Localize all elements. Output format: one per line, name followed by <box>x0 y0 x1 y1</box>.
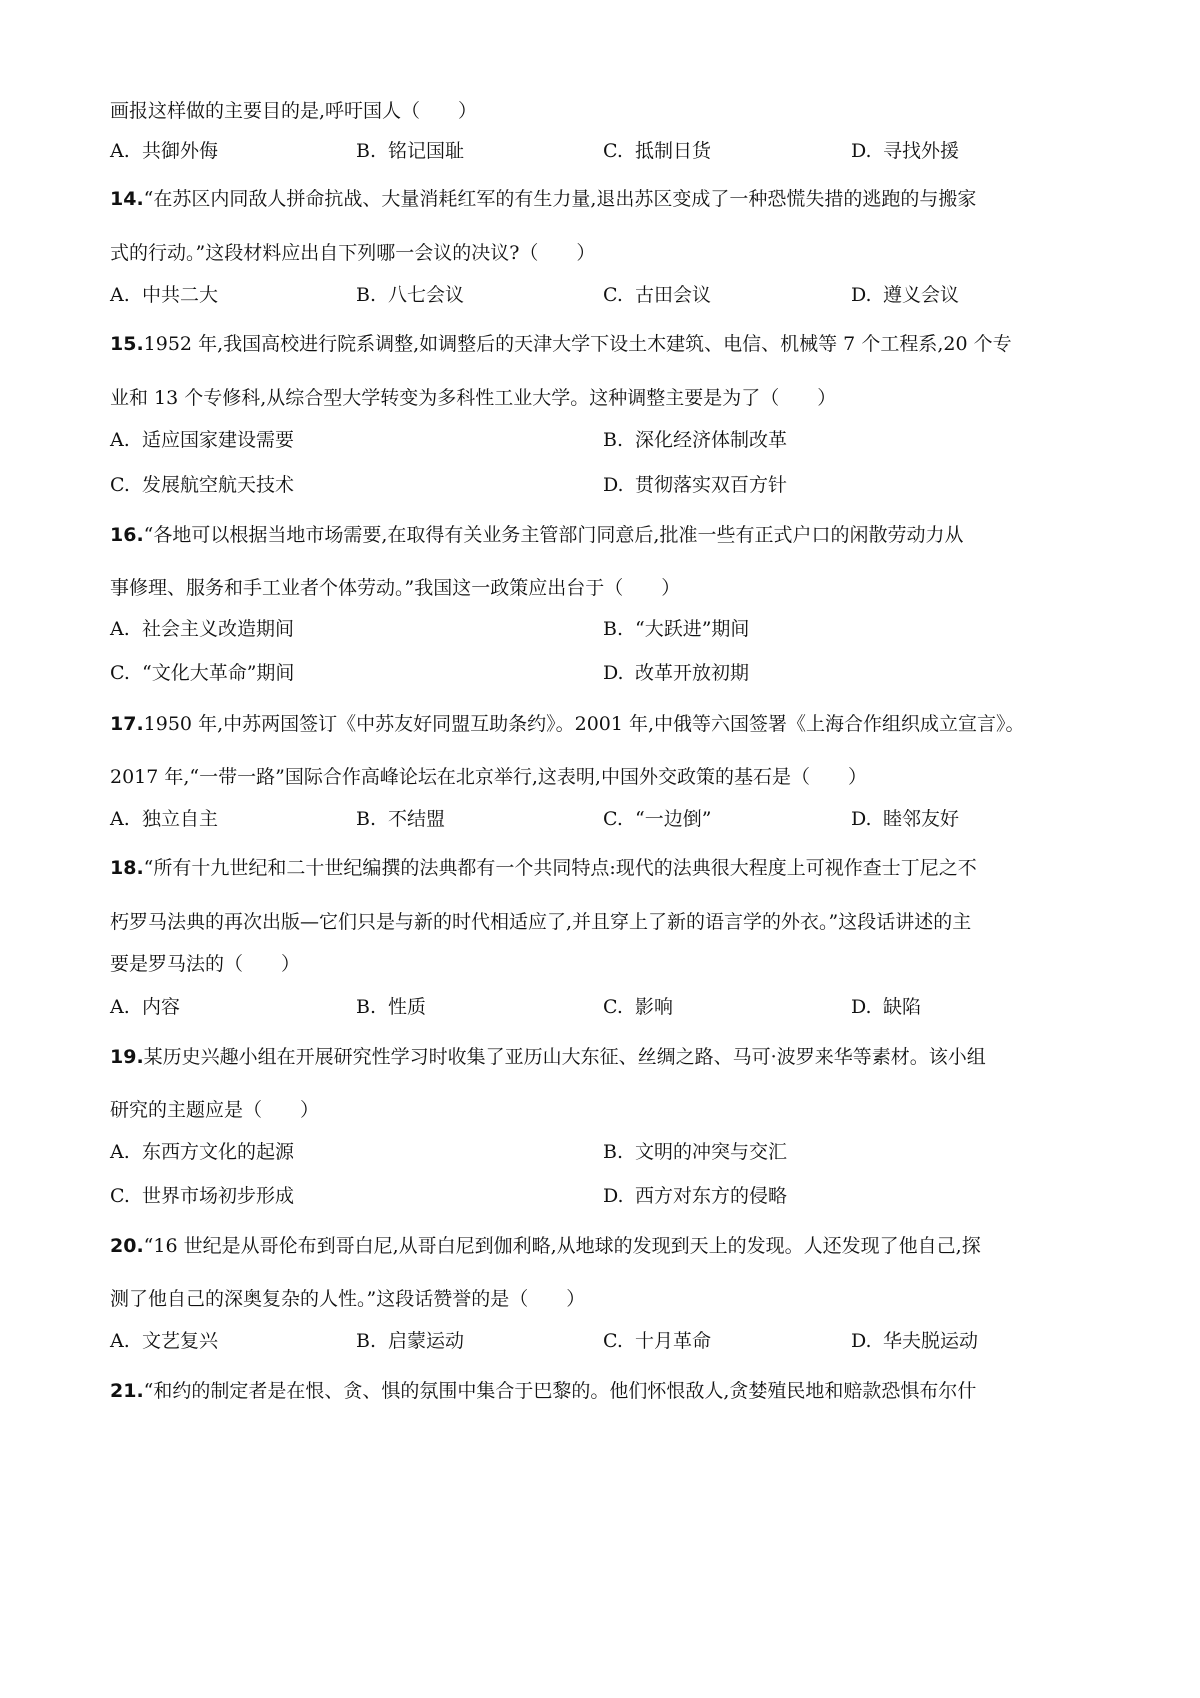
q16-option-b: B. “大跃进”期间 <box>603 618 750 640</box>
q19-option-b: B. 文明的冲突与交汇 <box>603 1141 788 1163</box>
q19-stem-line-1: 19.某历史兴趣小组在开展研究性学习时收集了亚历山大东征、丝绸之路、马可·波罗来华等素材。该小组 <box>110 1046 986 1068</box>
q18-option-a: A. 内容 <box>110 996 181 1018</box>
q15-option-c: C. 发展航空航天技术 <box>110 474 295 496</box>
q21-number: 21. <box>110 1380 144 1402</box>
q19-number: 19. <box>110 1046 144 1068</box>
q15-option-b: B. 深化经济体制改革 <box>603 429 788 451</box>
q17-number: 17. <box>110 713 144 735</box>
q15-stem-line-1: 15.1952 年,我国高校进行院系调整,如调整后的天津大学下设土木建筑、电信、机械等 7 个工程系,20 个专 <box>110 333 1012 355</box>
q14-option-d: D. 遵义会议 <box>851 284 960 306</box>
q16-option-a: A. 社会主义改造期间 <box>110 618 295 640</box>
q19-option-d: D. 西方对东方的侵略 <box>603 1185 788 1207</box>
q20-option-c: C. 十月革命 <box>603 1330 712 1352</box>
q17-stem-line-2: 2017 年,“一带一路”国际合作高峰论坛在北京举行,这表明,中国外交政策的基石是（ ） <box>110 766 867 788</box>
q15-option-a: A. 适应国家建设需要 <box>110 429 295 451</box>
q21-stem-line-1: 21.“和约的制定者是在恨、贪、惧的氛围中集合于巴黎的。他们怀恨敌人,贪婪殖民地和赔款恐惧布尔什 <box>110 1380 977 1402</box>
q14-stem-line-2: 式的行动。”这段材料应出自下列哪一会议的决议?（ ） <box>110 242 596 264</box>
q18-number: 18. <box>110 857 144 879</box>
q18-stem-line-2: 朽罗马法典的再次出版—它们只是与新的时代相适应了,并且穿上了新的语言学的外衣。”这段话讲述的主 <box>110 911 972 933</box>
q20-option-a: A. 文艺复兴 <box>110 1330 219 1352</box>
q20-number: 20. <box>110 1235 144 1257</box>
q16-option-c: C. “文化大革命”期间 <box>110 662 295 684</box>
q14-option-b: B. 八七会议 <box>356 284 465 306</box>
q20-option-b: B. 启蒙运动 <box>356 1330 465 1352</box>
q18-option-c: C. 影响 <box>603 996 674 1018</box>
q19-option-c: C. 世界市场初步形成 <box>110 1185 295 1207</box>
q18-stem-line-1: 18.“所有十九世纪和二十世纪编撰的法典都有一个共同特点:现代的法典很大程度上可视作查士丁尼之不 <box>110 857 977 879</box>
q16-stem-line-1: 16.“各地可以根据当地市场需要,在取得有关业务主管部门同意后,批准一些有正式户口的闲散劳动力从 <box>110 524 964 546</box>
q15-option-d: D. 贯彻落实双百方针 <box>603 474 788 496</box>
q17-option-d: D. 睦邻友好 <box>851 808 960 830</box>
q17-option-b: B. 不结盟 <box>356 808 446 830</box>
q19-stem-line-2: 研究的主题应是（ ） <box>110 1099 320 1121</box>
q20-stem-line-1: 20.“16 世纪是从哥伦布到哥白尼,从哥白尼到伽利略,从地球的发现到天上的发现。人还发现了他自己,探 <box>110 1235 981 1257</box>
q13-option-b: B. 铭记国耻 <box>356 140 465 162</box>
q18-option-d: D. 缺陷 <box>851 996 922 1018</box>
q16-number: 16. <box>110 524 144 546</box>
q13-option-c: C. 抵制日货 <box>603 140 712 162</box>
q15-stem-line-2: 业和 13 个专修科,从综合型大学转变为多科性工业大学。这种调整主要是为了（ ） <box>110 387 837 409</box>
q14-option-c: C. 古田会议 <box>603 284 712 306</box>
q20-option-d: D. 华夫脱运动 <box>851 1330 979 1352</box>
q13-option-d: D. 寻找外援 <box>851 140 960 162</box>
q17-stem-line-1: 17.1950 年,中苏两国签订《中苏友好同盟互助条约》。2001 年,中俄等六国签署《上海合作组织成立宣言》。 <box>110 713 1025 735</box>
q16-option-d: D. 改革开放初期 <box>603 662 750 684</box>
q18-stem-line-3: 要是罗马法的（ ） <box>110 953 301 975</box>
q15-number: 15. <box>110 333 144 355</box>
q17-option-a: A. 独立自主 <box>110 808 219 830</box>
q13-option-a: A. 共御外侮 <box>110 140 219 162</box>
q19-option-a: A. 东西方文化的起源 <box>110 1141 295 1163</box>
q14-stem-line-1: 14.“在苏区内同敌人拼命抗战、大量消耗红军的有生力量,退出苏区变成了一种恐慌失措的逃跑的与搬家 <box>110 188 977 210</box>
q14-option-a: A. 中共二大 <box>110 284 219 306</box>
q18-option-b: B. 性质 <box>356 996 427 1018</box>
q20-stem-line-2: 测了他自己的深奥复杂的人性。”这段话赞誉的是（ ） <box>110 1288 586 1310</box>
q17-option-c: C. “一边倒” <box>603 808 712 830</box>
q16-stem-line-2: 事修理、服务和手工业者个体劳动。”我国这一政策应出台于（ ） <box>110 577 681 599</box>
q13-stem-tail: 画报这样做的主要目的是,呼吁国人（ ） <box>110 100 478 122</box>
q14-number: 14. <box>110 188 144 210</box>
